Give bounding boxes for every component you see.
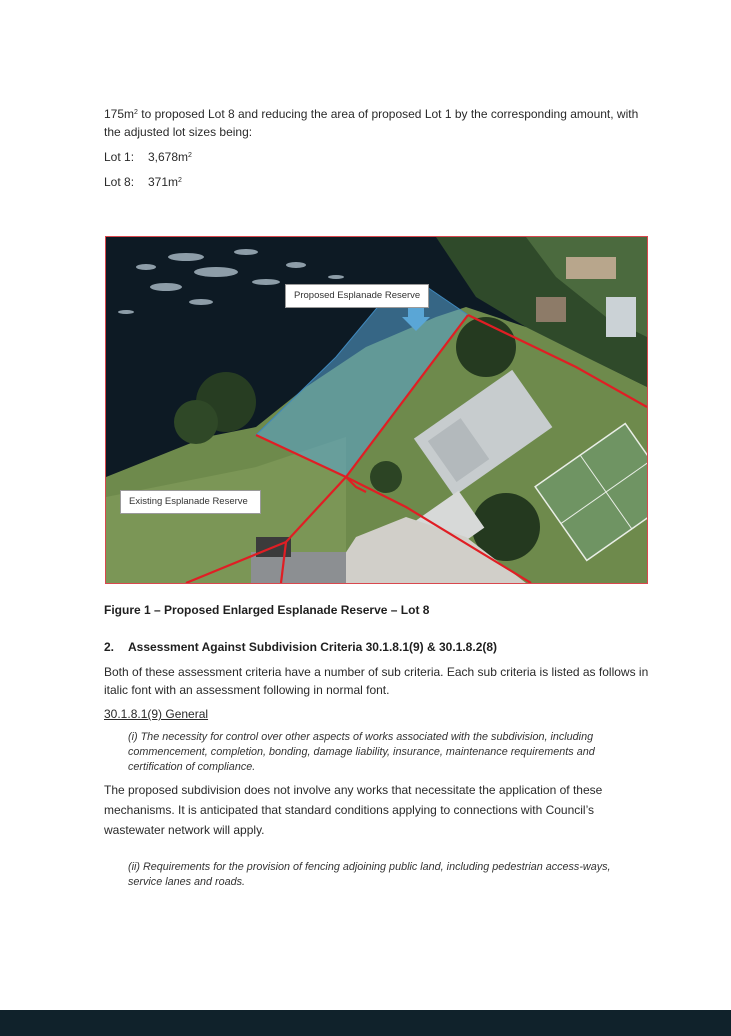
intro-paragraph: $175m^2$ to proposed Lot 8 and reducing the area of proposed Lot 1 by the corresponding amount, with the adjusted lot sizes being: xyxy=(104,107,639,139)
footer-bar xyxy=(0,1010,731,1036)
section-heading: 2. Assessment Against Subdivision Criteria 30.1.8.1(9) & 30.1.8.2(8) xyxy=(104,640,498,654)
figure-caption: Figure 1 – Proposed Enlarged Esplanade Reserve – Lot 8 xyxy=(104,603,430,617)
aerial-map-figure xyxy=(105,236,648,584)
callout-proposed-reserve: Proposed Esplanade Reserve xyxy=(285,284,429,308)
lot-8-size: Lot 8: $371m^2$ xyxy=(104,175,182,189)
assessment-i: The proposed subdivision does not involve any works that necessitate the application of these mechanisms. It is anticipated that standard conditions applying to connections with Council’s wastewater network will apply. xyxy=(104,783,603,837)
section-intro: Both of these assessment criteria have a number of sub criteria. Each sub criteria is listed as follows in italic font with an assessment following in normal font. xyxy=(104,665,649,697)
criterion-i: (i) The necessity for control over other aspects of works associated with the subdivision, including commencement, completion, bonding, damage liability, insurance, maintenance requirements and certification of compliance. xyxy=(128,731,595,773)
subheading-general: 30.1.8.1(9) General xyxy=(104,707,209,721)
callout-existing-reserve: Existing Esplanade Reserve xyxy=(120,490,261,514)
lot-1-size: Lot 1: $3,678m^2$ xyxy=(104,150,192,164)
criterion-ii: (ii) Requirements for the provision of fencing adjoining public land, including pedestrian access-ways, service lanes and roads. xyxy=(128,861,611,888)
